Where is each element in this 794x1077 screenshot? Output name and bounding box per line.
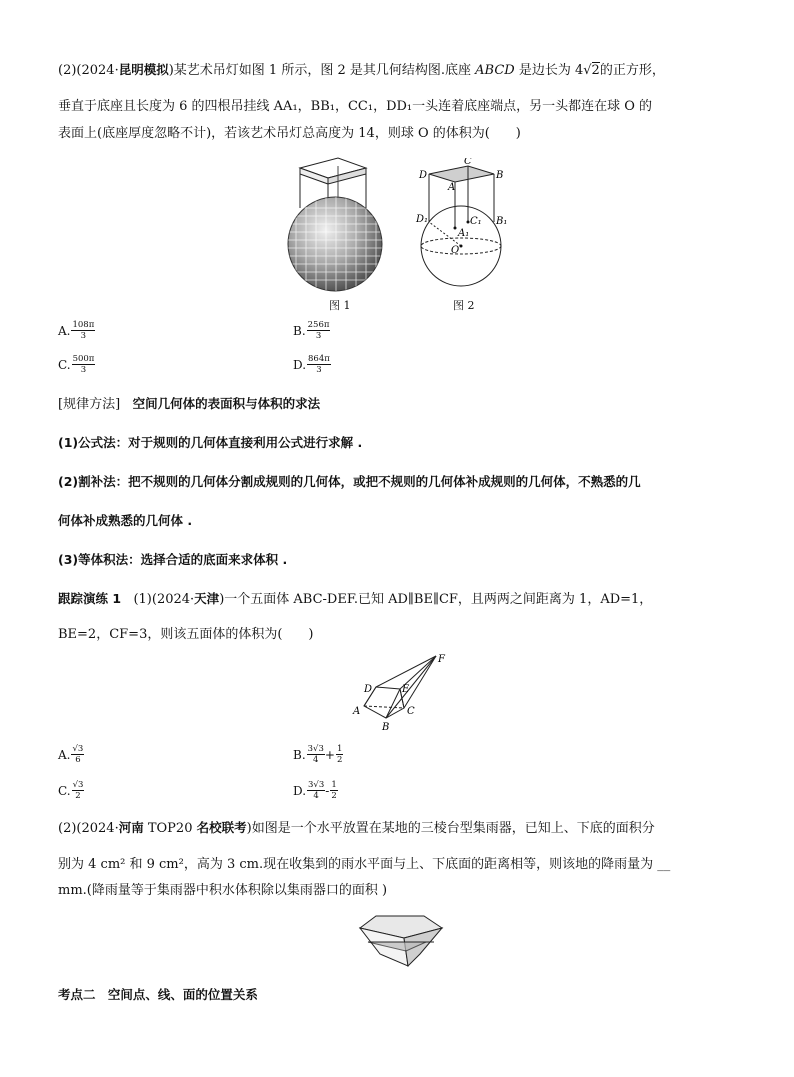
problem2-line1: (2)(2024·昆明模拟)某艺术吊灯如图 1 所示，图 2 是其几何结构图.底座 ABCD 是边长为 4√2的正方形， (58, 62, 665, 78)
rain-line3: mm.(降雨量等于集雨器中积水体积除以集雨器口的面积 ) (58, 883, 388, 898)
section-heading: 考点二 空间点、线、面的位置关系 (58, 987, 258, 1002)
problem2-source: 昆明模拟 (118, 62, 169, 77)
problem2-line2: 垂直于底座且长度为 6 的四根吊挂线 AA₁，BB₁，CC₁，DD₁一头连着底座端点，另一头都连在球 O 的 (58, 99, 653, 114)
figure-1-caption: 图 1 (329, 299, 351, 312)
figure-2-caption: 图 2 (453, 299, 475, 312)
figure-pentahedron (350, 652, 450, 734)
figure-1-disco-lamp (282, 154, 392, 294)
svg-text:A: A (448, 182, 456, 193)
svg-text:D: D (364, 684, 373, 695)
option-a: A. $\frac{108\pi}{3}$ (58, 320, 95, 341)
practice-option-d: D. $\frac{3√3}{4}$ - $\frac{1}{2}$ (293, 780, 337, 801)
svg-text:C: C (407, 706, 415, 717)
option-c: C. $\frac{500\pi}{3}$ (58, 354, 95, 375)
rain-line1: (2)(2024·河南 TOP20 名校联考)如图是一个水平放置在某地的三棱台型集雨器，已知上、下底的面积分 (58, 820, 655, 836)
option-d: D. $\frac{864\pi}{3}$ (293, 354, 330, 375)
method-2b: 何体补成熟悉的几何体 . (58, 513, 193, 528)
method-2a: (2)割补法：把不规则的几何体分割成规则的几何体，或把不规则的几何体补成规则的几何体，不熟悉的几 (58, 474, 641, 489)
option-b: B. $\frac{256\pi}{3}$ (293, 320, 330, 341)
svg-text:E: E (402, 684, 410, 695)
practice-option-c: C. $\frac{√3}{2}$ (58, 780, 84, 801)
rain-line2: 别为 4 cm² 和 9 cm²，高为 3 cm.现在收集到的雨水平面与上、下底面的距离相等，则该地的降雨量为 __ (58, 857, 671, 872)
figure-2-geometry (414, 158, 526, 294)
practice-line1: 跟踪演练 1 (1)(2024·天津)一个五面体 ABC-DEF.已知 AD∥BE∥CF，且两两之间距离为 1，AD=1， (58, 591, 653, 607)
svg-text:B₁: B₁ (496, 216, 508, 227)
method-3: (3)等体积法：选择合适的底面来求体积 . (58, 552, 288, 567)
figure-frustum-rain-collector (356, 910, 448, 972)
svg-text:A: A (353, 706, 361, 717)
sqrt-symbol: √ (583, 63, 592, 78)
method-1: (1)公式法：对于规则的几何体直接利用公式进行求解 . (58, 435, 363, 450)
practice-line2: BE=2，CF=3，则该五面体的体积为( ) (58, 627, 314, 642)
svg-text:A₁: A₁ (458, 228, 470, 239)
svg-text:B: B (496, 170, 504, 181)
svg-text:O: O (451, 245, 460, 256)
method-heading: [规律方法] 空间几何体的表面积与体积的求法 (58, 396, 321, 412)
practice-option-b: B. $\frac{3√3}{4}$ + $\frac{1}{2}$ (293, 744, 343, 765)
svg-text:C: C (464, 158, 472, 167)
svg-text:D: D (419, 170, 428, 181)
svg-text:F: F (438, 654, 445, 665)
svg-text:B: B (382, 722, 390, 733)
svg-text:D₁: D₁ (416, 214, 429, 225)
svg-text:C₁: C₁ (470, 216, 482, 227)
problem2-line3: 表面上(底座厚度忽略不计)，若该艺术吊灯总高度为 14，则球 O 的体积为( ) (58, 126, 521, 141)
practice-option-a: A. $\frac{√3}{6}$ (58, 744, 84, 765)
